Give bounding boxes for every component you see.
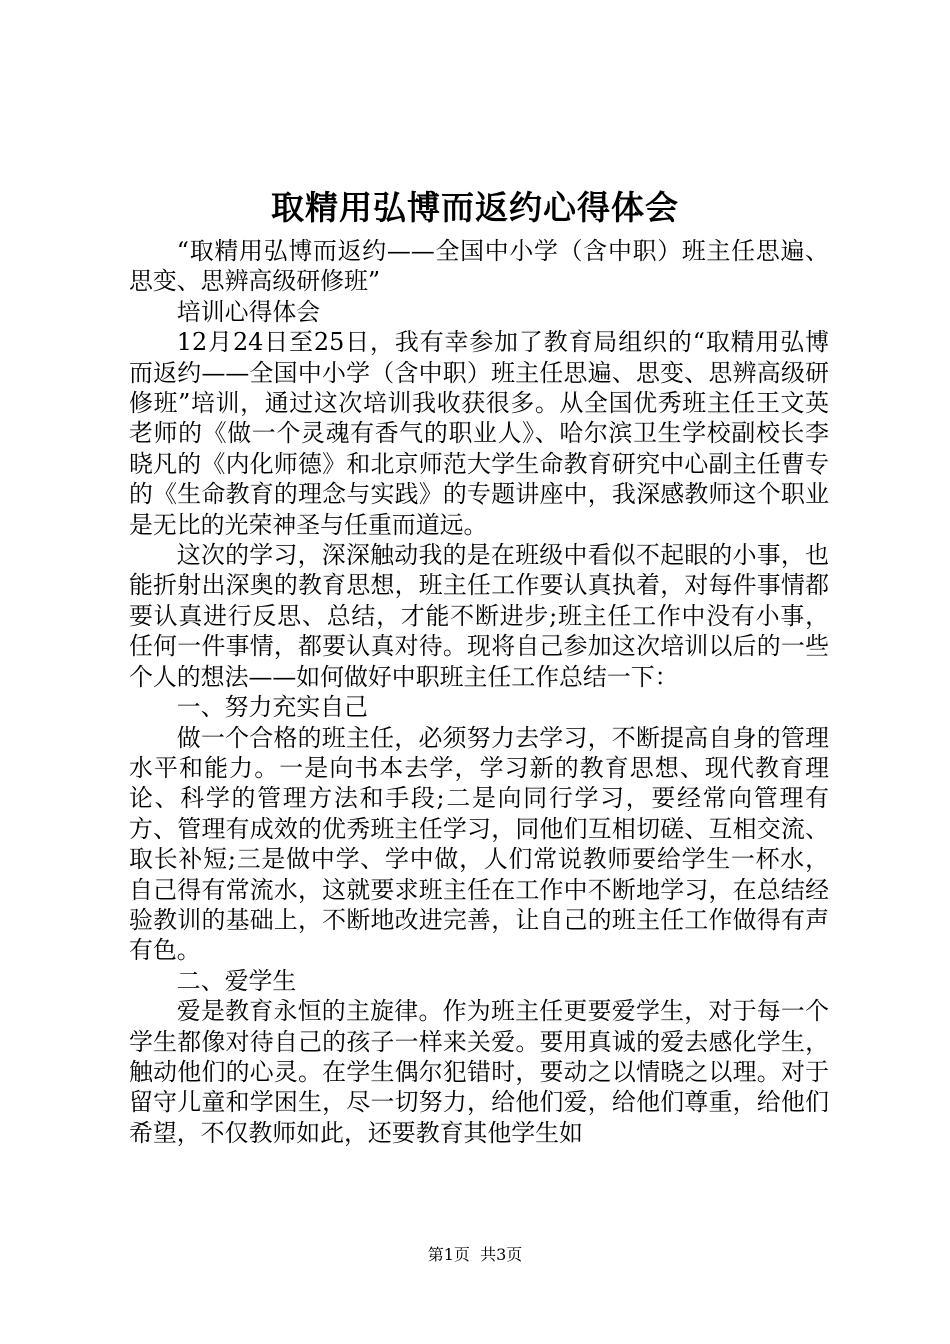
page-total: 共3页 [480,1245,523,1264]
document-body [129,236,829,1148]
paragraph-intro: 12月24日至25日，我有幸参加了教育局组织的“取精用弘博而返约——全国中小学（含中职）班主任思遍、思变、思辨高级研修班”培训，通过这次培训我收获很多。从全国优秀班主任王文英老师的《做一个灵魂有香气的职业人》、哈尔滨卫生学校副校长李晓凡的《内化师德》和北京师范大学生命教育研究中心副主任曹专的《生命教育的理念与实践》的专题讲座中，我深感教师这个职业是无比的光荣神圣与任重而道远。 [129,328,829,539]
paragraph-reflection: 这次的学习，深深触动我的是在班级中看似不起眼的小事，也能折射出深奥的教育思想，班主任工作要认真执着，对每件事情都要认真进行反思、总结，才能不断进步;班主任工作中没有小事，任何一件事情，都要认真对待。现将自己参加这次培训以后的一些个人的想法——如何做好中职班主任工作总结一下： [129,541,829,691]
section-heading-2: 二、爱学生 [176,966,297,995]
page-number: 第1页 [427,1245,470,1264]
document-title: 取精用弘博而返约心得体会 [271,188,679,227]
paragraph-program-name: “取精用弘博而返约——全国中小学（含中职）班主任思遍、思变、思辨高级研修班” [129,237,829,296]
paragraph-section-2: 爱是教育永恒的主旋律。作为班主任更要爱学生，对于每一个学生都像对待自己的孩子一样来关爱。要用真诚的爱去感化学生，触动他们的心灵。在学生偶尔犯错时，要动之以情晓之以理。对于留守儿童和学困生，尽一切努力，给他们爱，给他们尊重，给他们希望，不仅教师如此，还要教育其他学生如 [129,997,829,1147]
paragraph-subtitle: 培训心得体会 [176,297,321,326]
section-heading-1: 一、努力充实自己 [176,693,368,722]
page-footer [0,1244,950,1266]
paragraph-section-1: 做一个合格的班主任，必须努力去学习，不断提高自身的管理水平和能力。一是向书本去学，学习新的教育思想、现代教育理论、科学的管理方法和手段;二是向同行学习，要经常向管理有方、管理有成效的优秀班主任学习，同他们互相切磋、互相交流、取长补短;三是做中学、学中做，人们常说教师要给学生一杯水，自己得有常流水，这就要求班主任在工作中不断地学习，在总结经验教训的基础上，不断地改进完善，让自己的班主任工作做得有声有色。 [129,723,829,965]
